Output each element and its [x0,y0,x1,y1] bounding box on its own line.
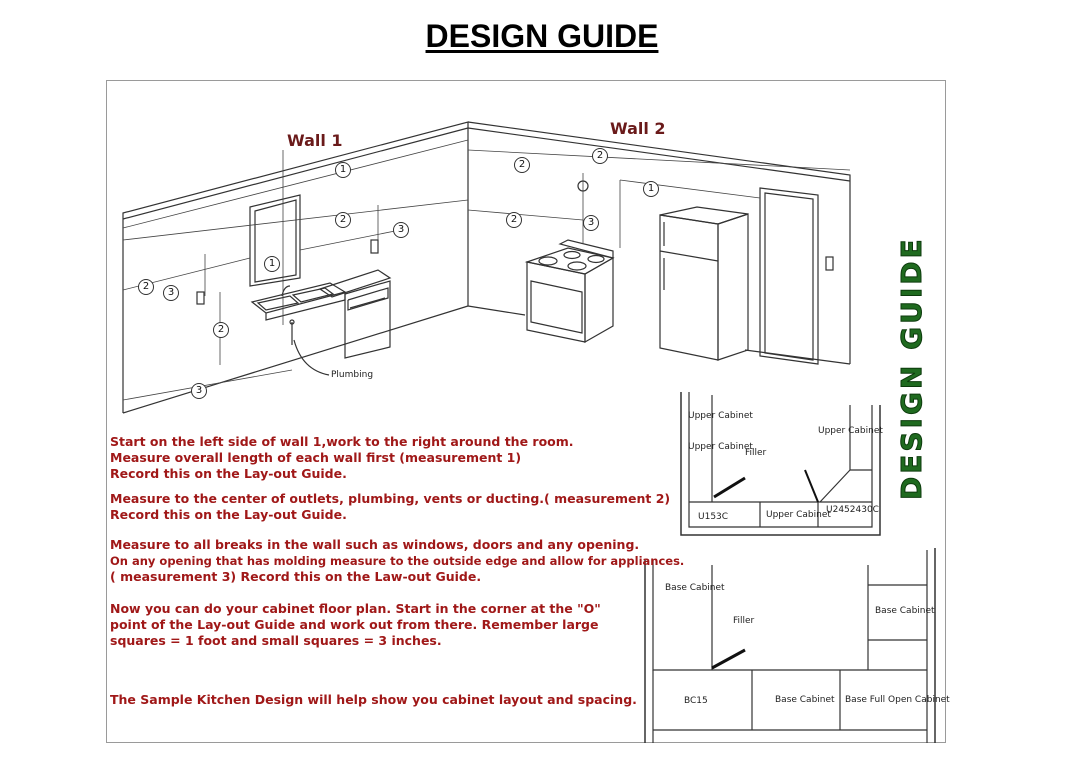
marker-3b: 1 [264,256,280,272]
instruction-block-5 [110,692,637,708]
floor-line [123,306,468,413]
marker-2c: 2 [213,322,229,338]
instruction-line: ( measurement 3) Record this on the Law-out Guide. [110,569,482,584]
base-plan-label: Base Cabinet [775,695,835,705]
base-plan-label: Base Cabinet [875,606,935,616]
base-plan-label: Base Cabinet [665,583,725,593]
instruction-line: Record this on the Lay-out Guide. [110,507,347,522]
instruction-block-4 [110,601,601,649]
plumbing-label: Plumbing [331,370,374,380]
instruction-line: Measure overall length of each wall first (measurement 1) [110,450,522,465]
upper-plan-label: Upper Cabinet [688,411,753,421]
outlet-wall-1 [197,292,204,304]
instruction-line: Start on the left side of wall 1,work to the right around the room. [110,434,574,449]
base-plan-label: BC15 [684,696,708,706]
range-back [560,240,613,258]
door [765,193,813,360]
instruction-block-2 [110,491,670,523]
marker-2: 2 [335,212,351,228]
side-title: DESIGN GUIDE [895,236,928,500]
range-side [585,258,613,342]
sink-counter [252,283,345,313]
instruction-block-1 [110,434,574,482]
marker-3d: 1 [643,181,659,197]
wall-1-label: Wall 1 [287,131,343,150]
upper-plan-label: U2452430C [826,505,879,515]
marker-3c: 3 [163,285,179,301]
range-front [527,262,585,342]
range-burner-2 [568,262,586,270]
instruction-line: point of the Lay-out Guide and work out from there. Remember large [110,617,599,632]
range-burner [539,257,557,265]
instruction-line: Measure to the center of outlets, plumbing, vents or ducting.( measurement 2) [110,491,671,506]
plumbing-leader [294,340,329,375]
marker-1: 1 [335,162,351,178]
marker-3: 3 [393,222,409,238]
fridge-front [660,215,718,360]
upper-plan-label: Upper Cabinet [818,426,883,436]
fridge-divider [660,251,718,261]
instruction-line: Record this on the Lay-out Guide. [110,466,347,481]
marker-2e: 2 [514,157,530,173]
wall-2-label: Wall 2 [610,119,666,138]
upper-plan-label: U153C [698,512,729,522]
range-burner-3 [564,252,580,259]
sink-basin [258,296,298,310]
upper-plan-label: Filler [745,448,767,458]
fridge-side [718,214,748,360]
floor-line-2 [468,306,525,315]
door-frame [760,188,818,364]
marker-2f: 3 [583,215,599,231]
floor-line-3 [745,350,850,364]
marker-2b: 2 [138,279,154,295]
instruction-line: On any opening that has molding measure to the outside edge and allow for appliances. [110,554,685,568]
base-plan-label: Base Full Open Cabinet [845,695,950,705]
instruction-line: The Sample Kitchen Design will help show you cabinet layout and spacing. [110,692,637,707]
upper-plan-label: Upper Cabinet [688,442,753,452]
base-plan-label: Filler [733,616,755,626]
instruction-line: Measure to all breaks in the wall such as windows, doors and any opening. [110,537,640,552]
page-title: DESIGN GUIDE [425,18,659,54]
range-burner-4 [588,256,604,263]
marker-1b: 2 [592,148,608,164]
outlet-wall-2 [826,257,833,270]
instruction-line: Now you can do your cabinet floor plan. Start in the corner at the "O" [110,601,601,616]
marker-2d: 3 [191,383,207,399]
marker-3e: 2 [506,212,522,228]
outlet-wall-1b [371,240,378,253]
instruction-line: squares = 1 foot and small squares = 3 inches. [110,633,442,648]
dishwasher-handle [350,298,385,308]
upper-plan-label: Upper Cabinet [766,510,831,520]
range-oven-window [531,281,582,333]
dishwasher-front [345,281,390,358]
window [250,195,300,286]
instruction-block-3 [110,537,684,585]
